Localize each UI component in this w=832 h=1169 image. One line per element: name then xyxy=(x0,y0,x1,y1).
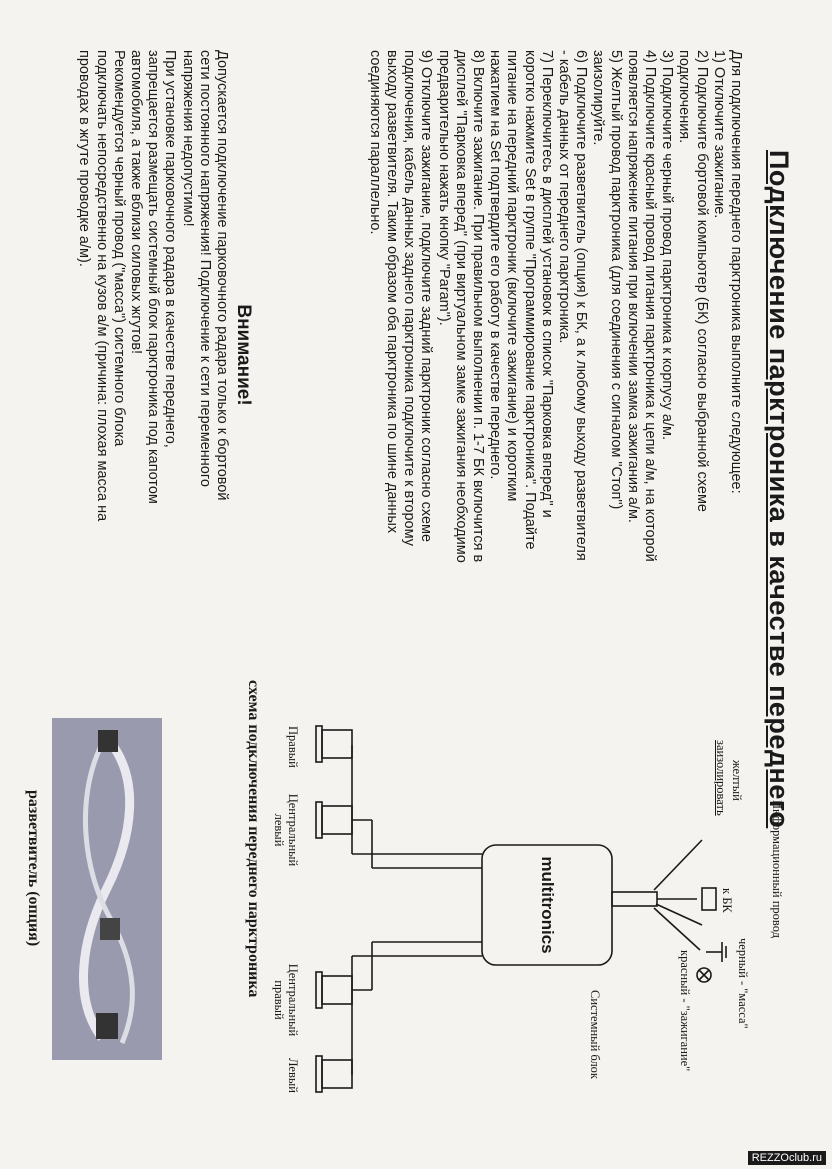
instruction-line: 5) Желтый провод парктроника (для соединения с сигналом "Стоп") xyxy=(607,50,624,510)
warning-line: автомобиля, а также вблизи силовых жгутов! xyxy=(127,50,144,355)
sensor-label-center-right: Центральный правый xyxy=(272,963,300,1037)
insulate-label: заизолировать xyxy=(714,740,728,816)
info-wire-label: Информационный провод xyxy=(770,800,784,938)
warning-title: Внимание! xyxy=(233,304,254,406)
warning-block xyxy=(75,50,230,660)
instruction-line: 2) Подключите бортовой компьютер (БК) согласно выбранной схеме xyxy=(693,50,710,512)
instruction-line: 1) Отключите зажигание. xyxy=(710,50,727,219)
brand-logo: multitronics xyxy=(538,856,557,954)
warning-line: напряжения недопустимо! xyxy=(179,50,196,227)
instruction-line: 7) Переключитесь в дисплей установок в список "Парковка вперед" и xyxy=(538,50,555,518)
warning-line: подключать непосредственно на кузов а/м (причина: плохая масса на xyxy=(93,50,110,522)
instruction-line: Для подключения переднего парктроника выполните следующее: xyxy=(728,50,744,494)
instruction-line: 6) Подключите разветвитель (опция) к БК, а к любому выходу разветвителя xyxy=(573,50,590,561)
instruction-line: дисплей "Парковка вперед" (при виртуальном замке зажигания необходимо xyxy=(452,50,469,563)
instructions-block xyxy=(366,50,744,660)
wiring-diagram xyxy=(232,680,792,1160)
instruction-line: выходу разветвителя. Таким образом оба парктроника по шине данных xyxy=(383,50,400,534)
yellow-wire-label: желтый xyxy=(730,760,744,801)
warning-line: Рекомендуется черный провод ("масса") системного блока xyxy=(110,50,127,447)
black-wire-label: черный - "масса" xyxy=(736,938,750,1029)
info-connector xyxy=(702,888,716,910)
watermark: REZZOclub.ru xyxy=(748,1151,826,1165)
instruction-line: - кабель данных от переднего парктроника. xyxy=(555,50,572,344)
warning-line: запрещается размещать системный блок парктроника под капотом xyxy=(145,50,162,504)
instruction-line: 4) Подключите красный провод питания парктроника к цепи а/м, на которой xyxy=(641,50,658,562)
instruction-line: питание на передний парктроник (включите зажигание) и коротким xyxy=(504,50,521,502)
instruction-line: заизолируйте. xyxy=(590,50,607,146)
schema-title: схема подключения переднего парктроника xyxy=(245,680,262,998)
warning-line: проводах в жгуте проводке а/м). xyxy=(76,50,93,267)
warning-line: При установке парковочного радара в качестве переднего, xyxy=(162,50,179,448)
instruction-line: соединяются параллельно. xyxy=(366,50,383,235)
instruction-line: нажатием на Set подтвердите его работу в качестве переднего. xyxy=(487,50,504,480)
instruction-line: подключения, кабель данных заднего парктроника подключите к второму xyxy=(401,50,418,546)
splitter-photo xyxy=(52,718,162,1060)
instruction-line: 9) Отключите зажигание, подключите задний парктроник согласно схеме xyxy=(418,50,435,543)
system-unit-label: Системный блок xyxy=(588,990,602,1080)
photo-caption: разветвитель (опция) xyxy=(25,790,42,947)
splitter-photo-art xyxy=(52,718,162,1060)
instruction-line: 3) Подключите черный провод парктроника к корпусу а/м. xyxy=(659,50,676,440)
wiring-diagram-svg xyxy=(232,690,792,1160)
red-wire-label: красный - "зажигание" xyxy=(678,950,692,1072)
page-title: Подключение парктроника в качестве переднего xyxy=(764,150,794,829)
instruction-line: предварительно нажать кнопку "Param"). xyxy=(435,50,452,326)
warning-line: сети постоянного напряжения! Подключение к сети переменного xyxy=(196,50,213,487)
sensor-label-center-left: Центральный левый xyxy=(272,793,300,867)
instruction-line: появляется напряжение питания при включении замка зажигания а/м. xyxy=(624,50,641,523)
warning-line: Допускается подключение парковочного радара только к бортовой xyxy=(214,50,230,501)
sensor-label-left: Левый xyxy=(286,1058,300,1093)
to-bk-label: к БК xyxy=(720,888,734,913)
instruction-line: коротко нажмите Set в группе "Программирование парктроника". Подайте xyxy=(521,50,538,550)
instruction-line: 8) Включите зажигание. При правильном выполнении п. 1-7 БК включится в xyxy=(469,50,486,563)
sensor-label-right: Правый xyxy=(286,726,300,768)
instruction-line: подключения. xyxy=(676,50,693,144)
connector xyxy=(612,892,657,906)
